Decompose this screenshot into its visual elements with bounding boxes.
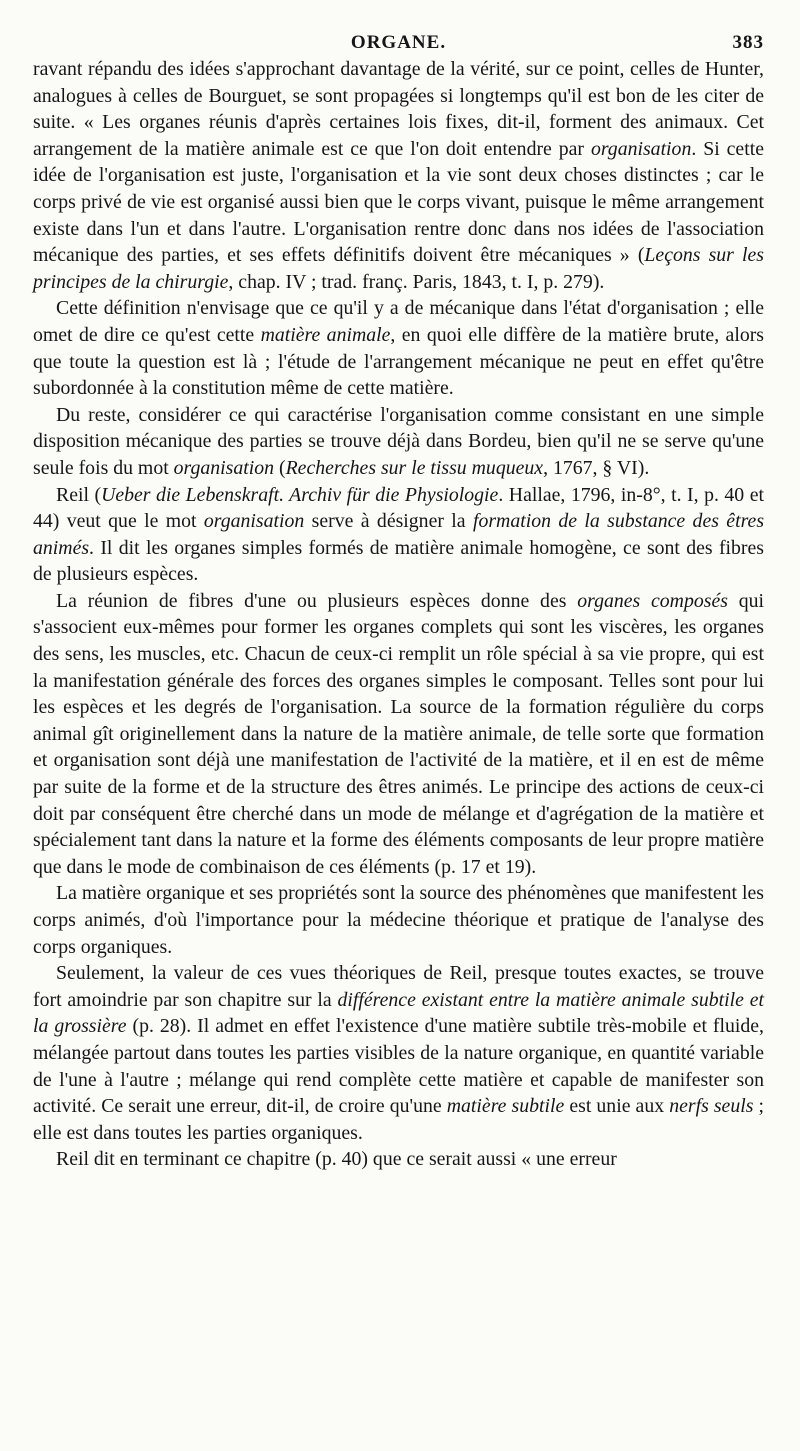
running-header [33,26,764,56]
text-run: ( [274,456,286,479]
text-run: La réunion de fibres d'une ou plusieurs espèces donne des [56,589,578,612]
paragraph-p5 [33,588,764,881]
running-title: ORGANE. [350,32,447,53]
paragraph-p1 [33,56,764,295]
italic-text: organes composés [577,589,728,612]
text-run: . Il dit les organes simples formés de matière animale homogène, ce sont des fibres de plusieurs espèces. [33,536,764,586]
italic-text: matière animale [260,323,391,346]
italic-text: organisation [173,456,275,479]
text-run: qui s'associent eux-mêmes pour former les organes complets qui sont les viscères, les organes des sens, les muscles, etc. Chacun de ceux-ci remplit un rôle spécial à sa vie propre, qui est la manifestation générale des forces des organes simples le composant. Telles sont pour lui les espèces et les degrés de l'organisation. La source de la formation régulière du corps animal gît originellement dans la nature de la matière animale, de telle sorte que formation et organisation sont déjà une manifestation de l'activité de la matière, et il en est de même par suite de la forme et de la structure des êtres animés. Le principe des actions de ceux-ci doit par conséquent être cherché dans un mode de mélange et d'agrégation de la matière et spécialement tant dans la nature et la forme des éléments composants de leur propre matière que dans le mode de combinaison de ces éléments (p. 17 et 19). [33,589,765,878]
italic-text: Leçons sur les principes de la chirurgie [33,244,764,293]
body-text [33,56,764,1173]
text-run: est unie aux [564,1095,670,1118]
text-run: serve à désigner la [304,510,473,533]
text-run: ; elle est dans toutes les parties organiques. [33,1095,764,1144]
text-run: , en quoi elle diffère de la matière brute, alors que toute la question est là ; l'étude de l'arrangement mécanique ne peut en effet qu'être subordonnée à la constitution même de cette matière. [33,323,764,400]
italic-text: différence existant entre la matière animale subtile et la grossière [33,988,764,1038]
italic-text: organisation [203,510,305,533]
paragraph-p2 [33,295,764,401]
text-run: (p. 28). Il admet en effet l'existence d'une matière subtile très-mobile et fluide, mélangée partout dans toutes les parties visibles de la nature organique, en quantité variable de l'une à l'autre ; mélange qui rend complète cette matière et capable de manifester son activité. Ce serait une erreur, dit-il, de croire qu'une [33,1015,765,1118]
text-run: , 1767, § VI). [543,456,650,479]
text-run: , chap. IV ; trad. franç. Paris, 1843, t. I, p. 279). [228,270,605,293]
italic-text: organisation [590,137,692,160]
text-run: Du reste, considérer ce qui caractérise l'organisation comme consistant en une simple disposition mécanique des parties se trouve déjà dans Bordeu, bien qu'il ne se serve qu'une seule fois du mot [33,403,764,479]
text-run: Reil dit en terminant ce chapitre (p. 40) que ce serait aussi « une erreur [56,1148,617,1171]
italic-text: formation de la substance des êtres animés [33,510,765,559]
paragraph-p8 [33,1146,764,1173]
italic-text: Recherches sur le tissu muqueux [285,456,544,479]
italic-text: nerfs seuls [669,1095,754,1118]
paragraph-p4 [33,482,764,588]
text-run: . Hallae, 1796, in-8°, t. I, p. 40 et 44) veut que le mot [33,483,764,533]
text-run: ravant répandu des idées s'approchant davantage de la vérité, sur ce point, celles de Hunter, analogues à celles de Bourguet, se sont propagées si longtemps qu'il est bon de les citer de suite. « Les organes réunis d'après certaines lois fixes, dit-il, forment des animaux. Cet arrangement de la matière animale est ce que l'on doit entendre par [33,58,764,160]
paragraph-p7 [33,960,764,1146]
text-run: La matière organique et ses propriétés sont la source des phénomènes que manifestent les corps animés, d'où l'importance pour la médecine théorique et pratique de l'analyse des corps organiques. [33,882,764,958]
text-run: Reil ( [56,483,102,506]
text-run: Seulement, la valeur de ces vues théoriques de Reil, presque toutes exactes, se trouve fort amoindrie par son chapitre sur la [33,962,764,1011]
text-run: Cette définition n'envisage que ce qu'il y a de mécanique dans l'état d'organisation ; elle omet de dire ce qu'est cette [33,297,764,346]
paragraph-p6 [33,880,764,960]
text-run: . Si cette idée de l'organisation est juste, l'organisation et la vie sont deux choses distinctes ; car le corps privé de vie est organisé aussi bien que le corps vivant, puisque le même arrangement existe dans l'un et dans l'autre. L'organisation rentre donc dans nos idées de l'association mécanique des parties, et ses effets définitifs doivent être mécaniques » ( [33,137,764,267]
paragraph-p3 [33,402,764,482]
italic-text: Ueber die Lebenskraft. Archiv für die Physiologie [101,483,499,506]
page-number: 383 [732,32,764,53]
italic-text: matière subtile [446,1095,565,1118]
